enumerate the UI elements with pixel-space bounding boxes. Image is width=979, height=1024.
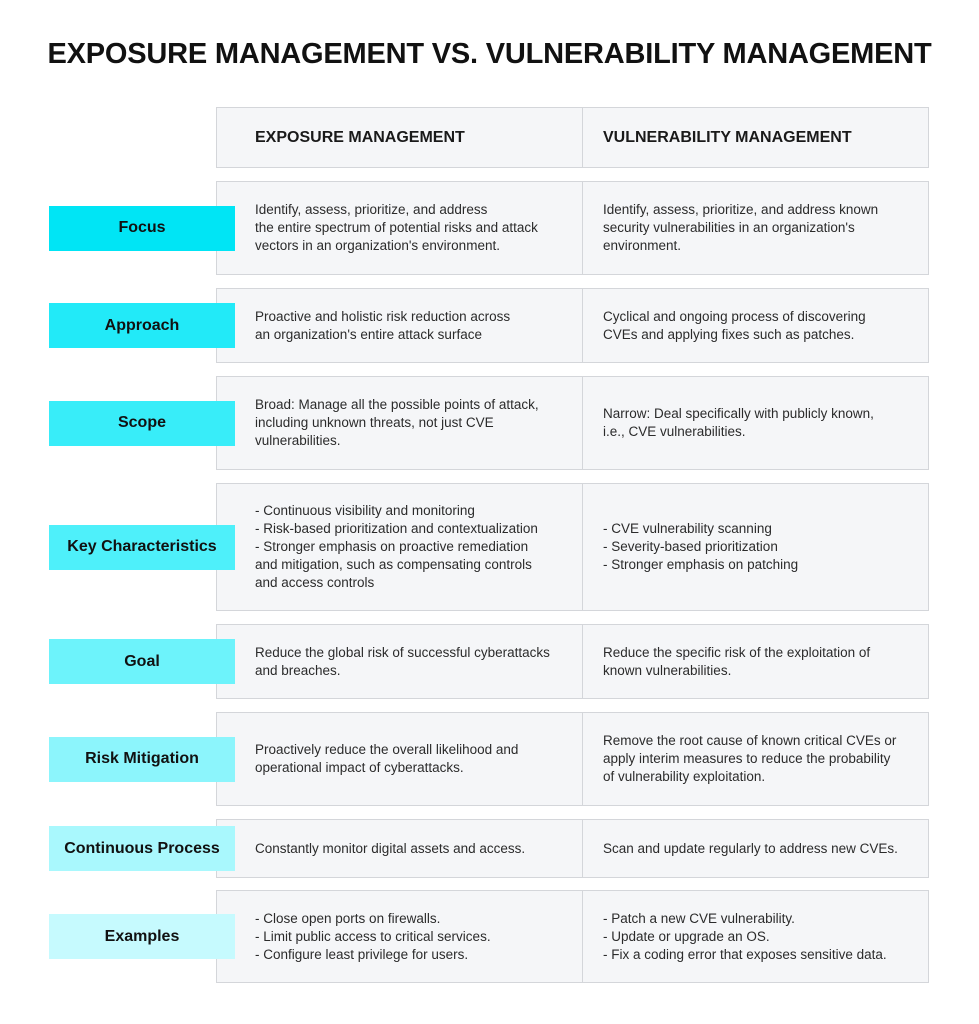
cell-line: Reduce the specific risk of the exploitation of — [603, 644, 871, 660]
cell-line: - Severity-based prioritization — [603, 539, 778, 554]
cell-line: Identify, assess, prioritize, and address — [255, 202, 488, 217]
cell-line: - Patch a new CVE vulnerability. — [603, 910, 795, 926]
row-label-focus: Focus — [49, 206, 235, 251]
row-label-goal: Goal — [49, 639, 235, 684]
vulnerability-cell-examples — [582, 891, 928, 982]
row-scope — [216, 376, 929, 470]
row-focus — [216, 181, 929, 275]
cell-line: known vulnerabilities. — [603, 662, 732, 678]
cell-line: CVEs and applying fixes such as patches. — [603, 326, 855, 342]
cell-line: environment. — [603, 238, 682, 253]
header-vulnerability-management: VULNERABILITY MANAGEMENT — [582, 108, 928, 167]
cell-line: Proactively reduce the overall likelihood and — [255, 742, 519, 757]
row-continuous-process — [216, 819, 929, 878]
cell-line: - CVE vulnerability scanning — [603, 521, 772, 536]
cell-line: and mitigation, such as compensating controls — [255, 557, 532, 572]
cell-line: Broad: Manage all the possible points of attack, — [255, 397, 539, 412]
cell-line: - Configure least privilege for users. — [255, 946, 469, 962]
row-label-risk-mitigation: Risk Mitigation — [49, 737, 235, 782]
exposure-cell-risk-mitigation — [217, 713, 582, 805]
cell-line: Proactive and holistic risk reduction across — [255, 308, 511, 324]
row-label-key-characteristics: Key Characteristics — [49, 525, 235, 570]
header-row — [216, 107, 929, 168]
cell-line: - Risk-based prioritization and contextualization — [255, 521, 538, 536]
row-label-continuous-process: Continuous Process — [49, 826, 235, 871]
cell-line: - Stronger emphasis on proactive remediation — [255, 539, 529, 554]
cell-line: i.e., CVE vulnerabilities. — [603, 424, 746, 439]
cell-line: apply interim measures to reduce the probability — [603, 751, 891, 766]
row-goal — [216, 624, 929, 699]
exposure-cell-scope — [217, 377, 582, 469]
cell-line: vulnerabilities. — [255, 433, 341, 448]
cell-line: - Update or upgrade an OS. — [603, 928, 770, 944]
cell-line: and access controls — [255, 575, 375, 590]
row-risk-mitigation — [216, 712, 929, 806]
exposure-cell-goal — [217, 625, 582, 698]
cell-line: Remove the root cause of known critical CVEs or — [603, 733, 897, 748]
exposure-cell-approach — [217, 289, 582, 362]
cell-line: - Close open ports on firewalls. — [255, 910, 441, 926]
cell-line: the entire spectrum of potential risks and attack — [255, 220, 538, 235]
row-approach — [216, 288, 929, 363]
row-examples — [216, 890, 929, 983]
page-title: EXPOSURE MANAGEMENT VS. VULNERABILITY MANAGEMENT — [47, 38, 932, 70]
cell-line: vectors in an organization's environment. — [255, 238, 500, 253]
cell-line: an organization's entire attack surface — [255, 326, 482, 342]
vulnerability-cell-focus — [582, 182, 928, 274]
vulnerability-cell-goal — [582, 625, 928, 698]
cell-line: - Continuous visibility and monitoring — [255, 503, 475, 518]
row-label-examples: Examples — [49, 914, 235, 959]
cell-line: Scan and update regularly to address new CVEs. — [603, 840, 898, 856]
exposure-cell-examples — [217, 891, 582, 982]
exposure-cell-continuous-process — [217, 820, 582, 877]
cell-line: Narrow: Deal specifically with publicly known, — [603, 406, 874, 421]
exposure-cell-key-characteristics — [217, 484, 582, 610]
cell-line: including unknown threats, not just CVE — [255, 415, 494, 430]
cell-line: and breaches. — [255, 662, 341, 678]
cell-line: - Limit public access to critical services. — [255, 928, 491, 944]
row-label-approach: Approach — [49, 303, 235, 348]
vulnerability-cell-scope — [582, 377, 928, 469]
cell-line: - Stronger emphasis on patching — [603, 557, 799, 572]
header-exposure-management: EXPOSURE MANAGEMENT — [255, 128, 465, 146]
cell-line: - Fix a coding error that exposes sensitive data. — [603, 946, 887, 962]
exposure-cell-focus — [217, 182, 582, 274]
vulnerability-cell-continuous-process — [582, 820, 928, 877]
cell-line: Constantly monitor digital assets and access. — [255, 840, 526, 856]
cell-line: Reduce the global risk of successful cyberattacks — [255, 644, 550, 660]
vulnerability-cell-approach — [582, 289, 928, 362]
cell-line: operational impact of cyberattacks. — [255, 760, 464, 775]
cell-line: Identify, assess, prioritize, and address known — [603, 202, 879, 217]
row-key-characteristics — [216, 483, 929, 611]
row-label-scope: Scope — [49, 401, 235, 446]
vulnerability-cell-risk-mitigation — [582, 713, 928, 805]
vulnerability-cell-key-characteristics — [582, 484, 928, 610]
cell-line: Cyclical and ongoing process of discovering — [603, 308, 866, 324]
cell-line: of vulnerability exploitation. — [603, 769, 766, 784]
cell-line: security vulnerabilities in an organization's — [603, 220, 855, 235]
